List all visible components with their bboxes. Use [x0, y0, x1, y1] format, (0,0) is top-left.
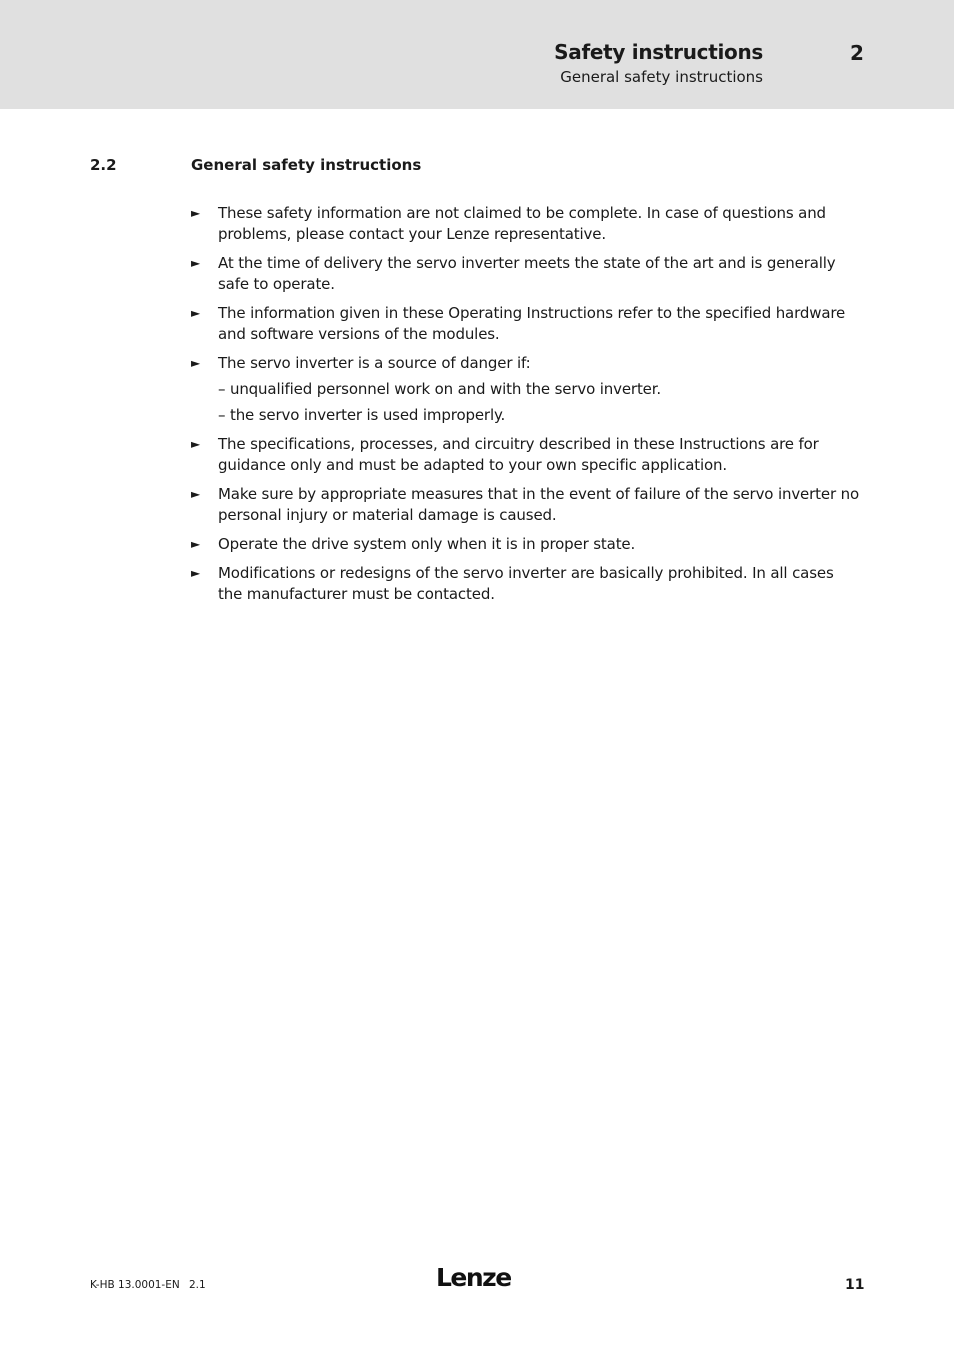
safety-bullet-list: [191, 203, 861, 613]
page-number: 11: [845, 1277, 865, 1293]
bullet-arrow-icon: ►: [191, 566, 201, 580]
bullet-arrow-icon: ►: [191, 206, 201, 220]
bullet-text: The servo inverter is a source of danger if:: [218, 354, 531, 372]
header-band: [0, 0, 954, 109]
bullet-text: The specifications, processes, and circuitry described in these Instructions are for guidance only and must be adapted to your own specific application.: [218, 435, 819, 474]
bullet-text: Operate the drive system only when it is in proper state.: [218, 535, 636, 553]
bullet-item: [191, 484, 861, 526]
bullet-item: [191, 563, 861, 605]
section-number: 2.2: [90, 156, 117, 174]
bullet-text: At the time of delivery the servo inverter meets the state of the art and is generally safe to operate.: [218, 254, 836, 293]
bullet-text: The information given in these Operating Instructions refer to the specified hardware and software versions of the modules.: [218, 304, 846, 343]
bullet-item: [191, 434, 861, 476]
bullet-item: [191, 534, 861, 555]
chapter-subtitle: General safety instructions: [560, 68, 763, 86]
bullet-subitem: – unqualified personnel work on and with the servo inverter.: [218, 380, 662, 398]
bullet-arrow-icon: ►: [191, 487, 201, 501]
bullet-text: Make sure by appropriate measures that in the event of failure of the servo inverter no personal injury or material damage is caused.: [218, 485, 859, 524]
section-title: General safety instructions: [191, 156, 422, 174]
bullet-arrow-icon: ►: [191, 256, 201, 270]
lenze-logo: Lenze: [436, 1263, 511, 1292]
bullet-item: [191, 253, 861, 295]
bullet-item: [191, 353, 861, 426]
bullet-text: Modifications or redesigns of the servo inverter are basically prohibited. In all cases the manufacturer must be contacted.: [218, 564, 834, 603]
bullet-text: These safety information are not claimed to be complete. In case of questions and problems, please contact your Lenze representative.: [218, 204, 826, 243]
bullet-subitem: – the servo inverter is used improperly.: [218, 406, 506, 424]
bullet-arrow-icon: ►: [191, 356, 201, 370]
chapter-title: Safety instructions: [554, 40, 763, 64]
bullet-item: [191, 303, 861, 345]
bullet-arrow-icon: ►: [191, 306, 201, 320]
bullet-arrow-icon: ►: [191, 437, 201, 451]
bullet-item: [191, 203, 861, 245]
footer-version: 2.1: [189, 1279, 206, 1291]
footer-document-code: K-HB 13.0001-EN: [90, 1279, 180, 1291]
bullet-arrow-icon: ►: [191, 537, 201, 551]
chapter-number: 2: [850, 41, 864, 65]
